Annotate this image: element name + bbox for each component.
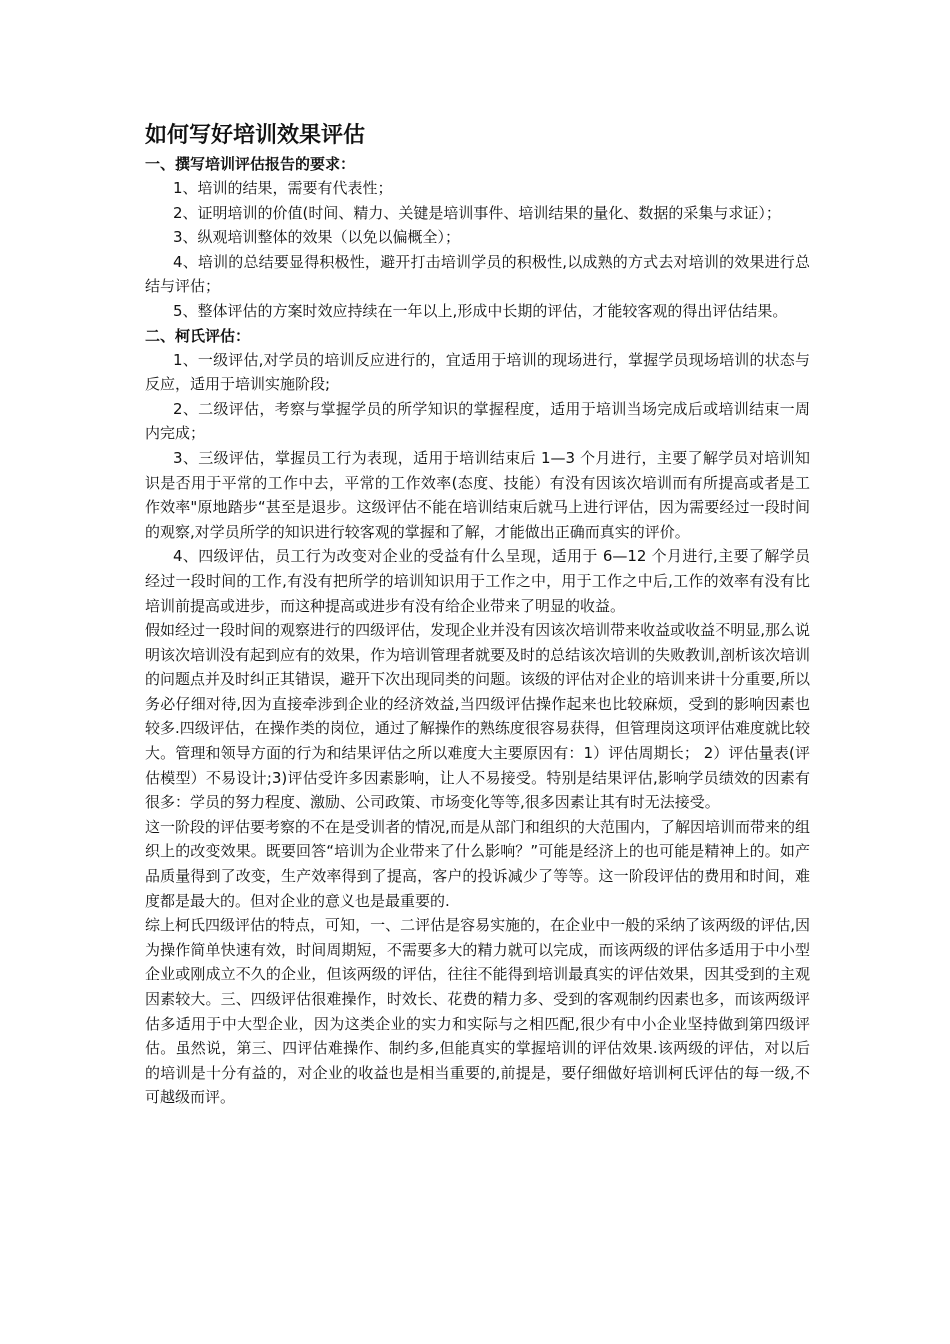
section-heading-kirkpatrick: 二、柯氏评估： (145, 326, 251, 345)
evaluation-level-3: 3、三级评估，掌握员工行为表现，适用于培训结束后 1—3 个月进行，主要了解学员对培训知识是否用于平常的工作中去，平常的工作效率(态度、技能）有没有因该次培训而有所提高或者是工作效率"原地踏步“甚至是退步。这级评估不能在培训结束后就马上进行评估，因为需要经过一段时间的观察,对学员所学的知识进行较客观的掌握和了解，才能做出正确而真实的评价。 (145, 448, 810, 541)
requirement-item-3: 3、纵观培训整体的效果（以免以偏概全）； (173, 228, 461, 247)
requirement-item-1: 1、培训的结果，需要有代表性； (173, 179, 393, 197)
evaluation-level-4: 4、四级评估，员工行为改变对企业的受益有什么呈现，适用于 6—12 个月进行,主要了解学员经过一段时间的工作,有没有把所学的培训知识用于工作之中，用于工作之中后,工作的效率有没有比培训前提高或进步，而这种提高或进步有没有给企业带来了明显的收益。 (145, 547, 810, 615)
evaluation-level-2: 2、二级评估，考察与掌握学员的所学知识的掌握程度，适用于培训当场完成后或培训结束一周内完成； (145, 399, 810, 443)
evaluation-level-1: 1、一级评估,对学员的培训反应进行的，宜适用于培训的现场进行，掌握学员现场培训的状态与反应，适用于培训实施阶段; (145, 350, 810, 394)
body-paragraph-level4-detail: 假如经过一段时间的观察进行的四级评估，发现企业并没有因该次培训带来收益或收益不明显,那么说明该次培训没有起到应有的效果，作为培训管理者就要及时的总结该次培训的失败教训,剖析该次培训的问题点并及时纠正其错误，避开下次出现同类的问题。该级的评估对企业的培训来讲十分重要,所以务必仔细对待,因为直接牵涉到企业的经济效益,当四级评估操作起来也比较麻烦，受到的影响因素也较多.四级评估，在操作类的岗位，通过了解操作的熟练度很容易获得，但管理岗这项评估难度就比较大。管理和领导方面的行为和结果评估之所以难度大主要原因有：1）评估周期长； 2）评估量表(评估模型）不易设计;3)评估受许多因素影响，让人不易接受。特别是结果评估,影响学员绩效的因素有很多：学员的努力程度、激励、公司政策、市场变化等等,很多因素让其有时无法接受。 (145, 621, 810, 812)
document-page (145, 122, 810, 1110)
body-paragraph-stage-assessment: 这一阶段的评估要考察的不在是受训者的情况,而是从部门和组织的大范围内，了解因培训而带来的组织上的改变效果。既要回答“培训为企业带来了什么影响？”可能是经济上的也可能是精神上的。如产品质量得到了改变，生产效率得到了提高，客户的投诉减少了等等。这一阶段评估的费用和时间，难度都是最大的。但对企业的意义也是最重要的. (145, 817, 810, 910)
requirement-item-4: 4、培训的总结要显得积极性，避开打击培训学员的积极性,以成熟的方式去对培训的效果进行总结与评估； (145, 252, 810, 296)
requirement-item-5: 5、整体评估的方案时效应持续在一年以上,形成中长期的评估，才能较客观的得出评估结果。 (173, 301, 788, 320)
document-title: 如何写好培训效果评估 (145, 123, 366, 148)
section-heading-requirements: 一、撰写培训评估报告的要求： (145, 155, 356, 173)
body-paragraph-summary: 综上柯氏四级评估的特点，可知，一、二评估是容易实施的，在企业中一般的采纳了该两级的评估,因为操作简单快速有效，时间周期短，不需要多大的精力就可以完成，而该两级的评估多适用于中小型企业或刚成立不久的企业，但该两级的评估，往往不能得到培训最真实的评估效果，因其受到的主观因素较大。三、四级评估很难操作，时效长、花费的精力多、受到的客观制约因素也多，而该两级评估多适用于中大型企业，因为这类企业的实力和实际与之相匹配,很少有中小企业坚持做到第四级评估。虽然说，第三、四评估难操作、制约多,但能真实的掌握培训的评估效果.该两级的评估，对以后的培训是十分有益的，对企业的收益也是相当重要的,前提是，要仔细做好培训柯氏评估的每一级,不可越级而评。 (145, 916, 810, 1107)
requirement-item-2: 2、证明培训的价值(时间、精力、关键是培训事件、培训结果的量化、数据的采集与求证）； (173, 203, 781, 222)
